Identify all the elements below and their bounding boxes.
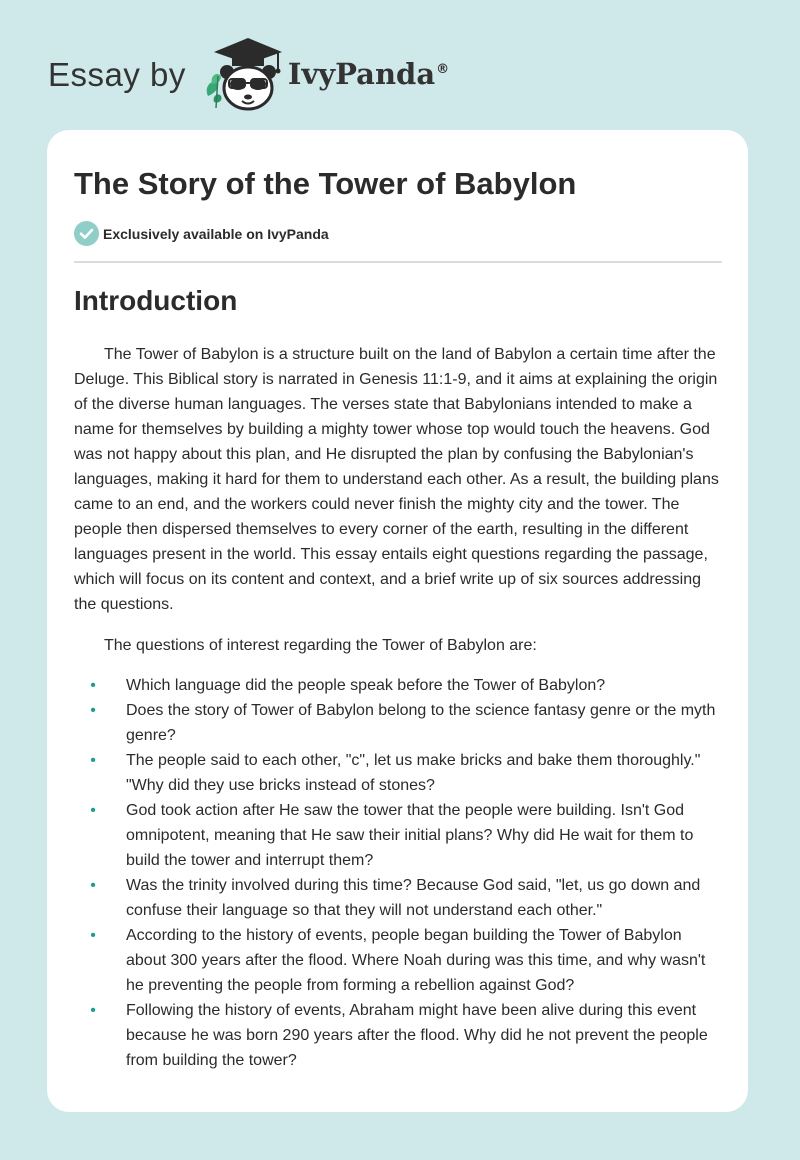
bullet-icon: • [90,677,96,694]
essay-body [74,342,724,1073]
bullet-icon: • [90,752,96,769]
section-heading: Introduction [74,285,238,316]
list-item-text: Was the trinity involved during this time? Because God said, "let, us go down and confuse their language so that they will not understand each other." [126,877,701,919]
ivy-leaf-icon [207,74,222,108]
list-item-text: Which language did the people speak before the Tower of Babylon? [126,677,606,694]
bullet-icon: • [90,927,96,944]
site-header [48,36,568,112]
list-item [74,698,724,748]
essay-card [47,130,748,1112]
list-item [74,923,724,998]
list-item-text: The people said to each other, "c", let us make bricks and bake them thoroughly." "Why did they use bricks instead of stones? [126,752,701,794]
check-circle-icon [74,221,99,246]
paragraph-intro: The Tower of Babylon is a structure built on the land of Babylon a certain time after the Deluge. This Biblical story is narrated in Genesis 11:1-9, and it aims at explaining the origin of the diverse human languages. The verses state that Babylonians intended to make a name for themselves by building a mighty tower whose top would touch the heavens. God was not happy about this plan, and He disrupted the plan by confusing the Babylonian's languages, making it hard for them to understand each other. As a result, the building plans came to an end, and the workers could never finish the mighty city and the tower. The people then dispersed themselves to every corner of the earth, resulting in the different languages present in the world. This essay entails eight questions regarding the passage, which will focus on its content and context, and a brief write up of six sources addressing the questions. [74,346,719,613]
list-item [74,998,724,1073]
list-item [74,873,724,923]
questions-list [74,673,724,1073]
list-item [74,748,724,798]
brand-text: IvyPanda [287,56,436,91]
panda-graduation-cap-icon[interactable] [200,36,282,112]
paragraph-questions-lead: The questions of interest regarding the Tower of Babylon are: [104,637,537,654]
title-divider [74,261,722,263]
bullet-icon: • [90,802,96,819]
bullet-icon: • [90,1002,96,1019]
exclusive-badge [74,221,329,246]
list-item-text: God took action after He saw the tower that the people were building. Isn't God omnipotent, meaning that He saw their initial plans? Why did He wait for them to build the tower and interrupt them? [126,802,694,869]
list-item-text: Following the history of events, Abraham might have been alive during this event because he was born 290 years after the flood. Why did he not prevent the people from building the tower? [126,1002,708,1069]
list-item [74,798,724,873]
essay-by-label: Essay by [48,55,186,93]
list-item-text: Does the story of Tower of Babylon belong to the science fantasy genre or the myth genre? [126,702,716,744]
list-item [74,673,724,698]
bullet-icon: • [90,877,96,894]
brand-name[interactable] [287,56,450,91]
essay-title: The Story of the Tower of Babylon [74,166,577,201]
list-item-text: According to the history of events, people began building the Tower of Babylon about 300 years after the flood. Where Noah during was this time, and why wasn't he preventing the people from forming a rebellion against God? [126,927,706,994]
bullet-icon: • [90,702,96,719]
registered-mark: ® [436,61,450,77]
exclusive-label: Exclusively available on IvyPanda [103,225,329,242]
